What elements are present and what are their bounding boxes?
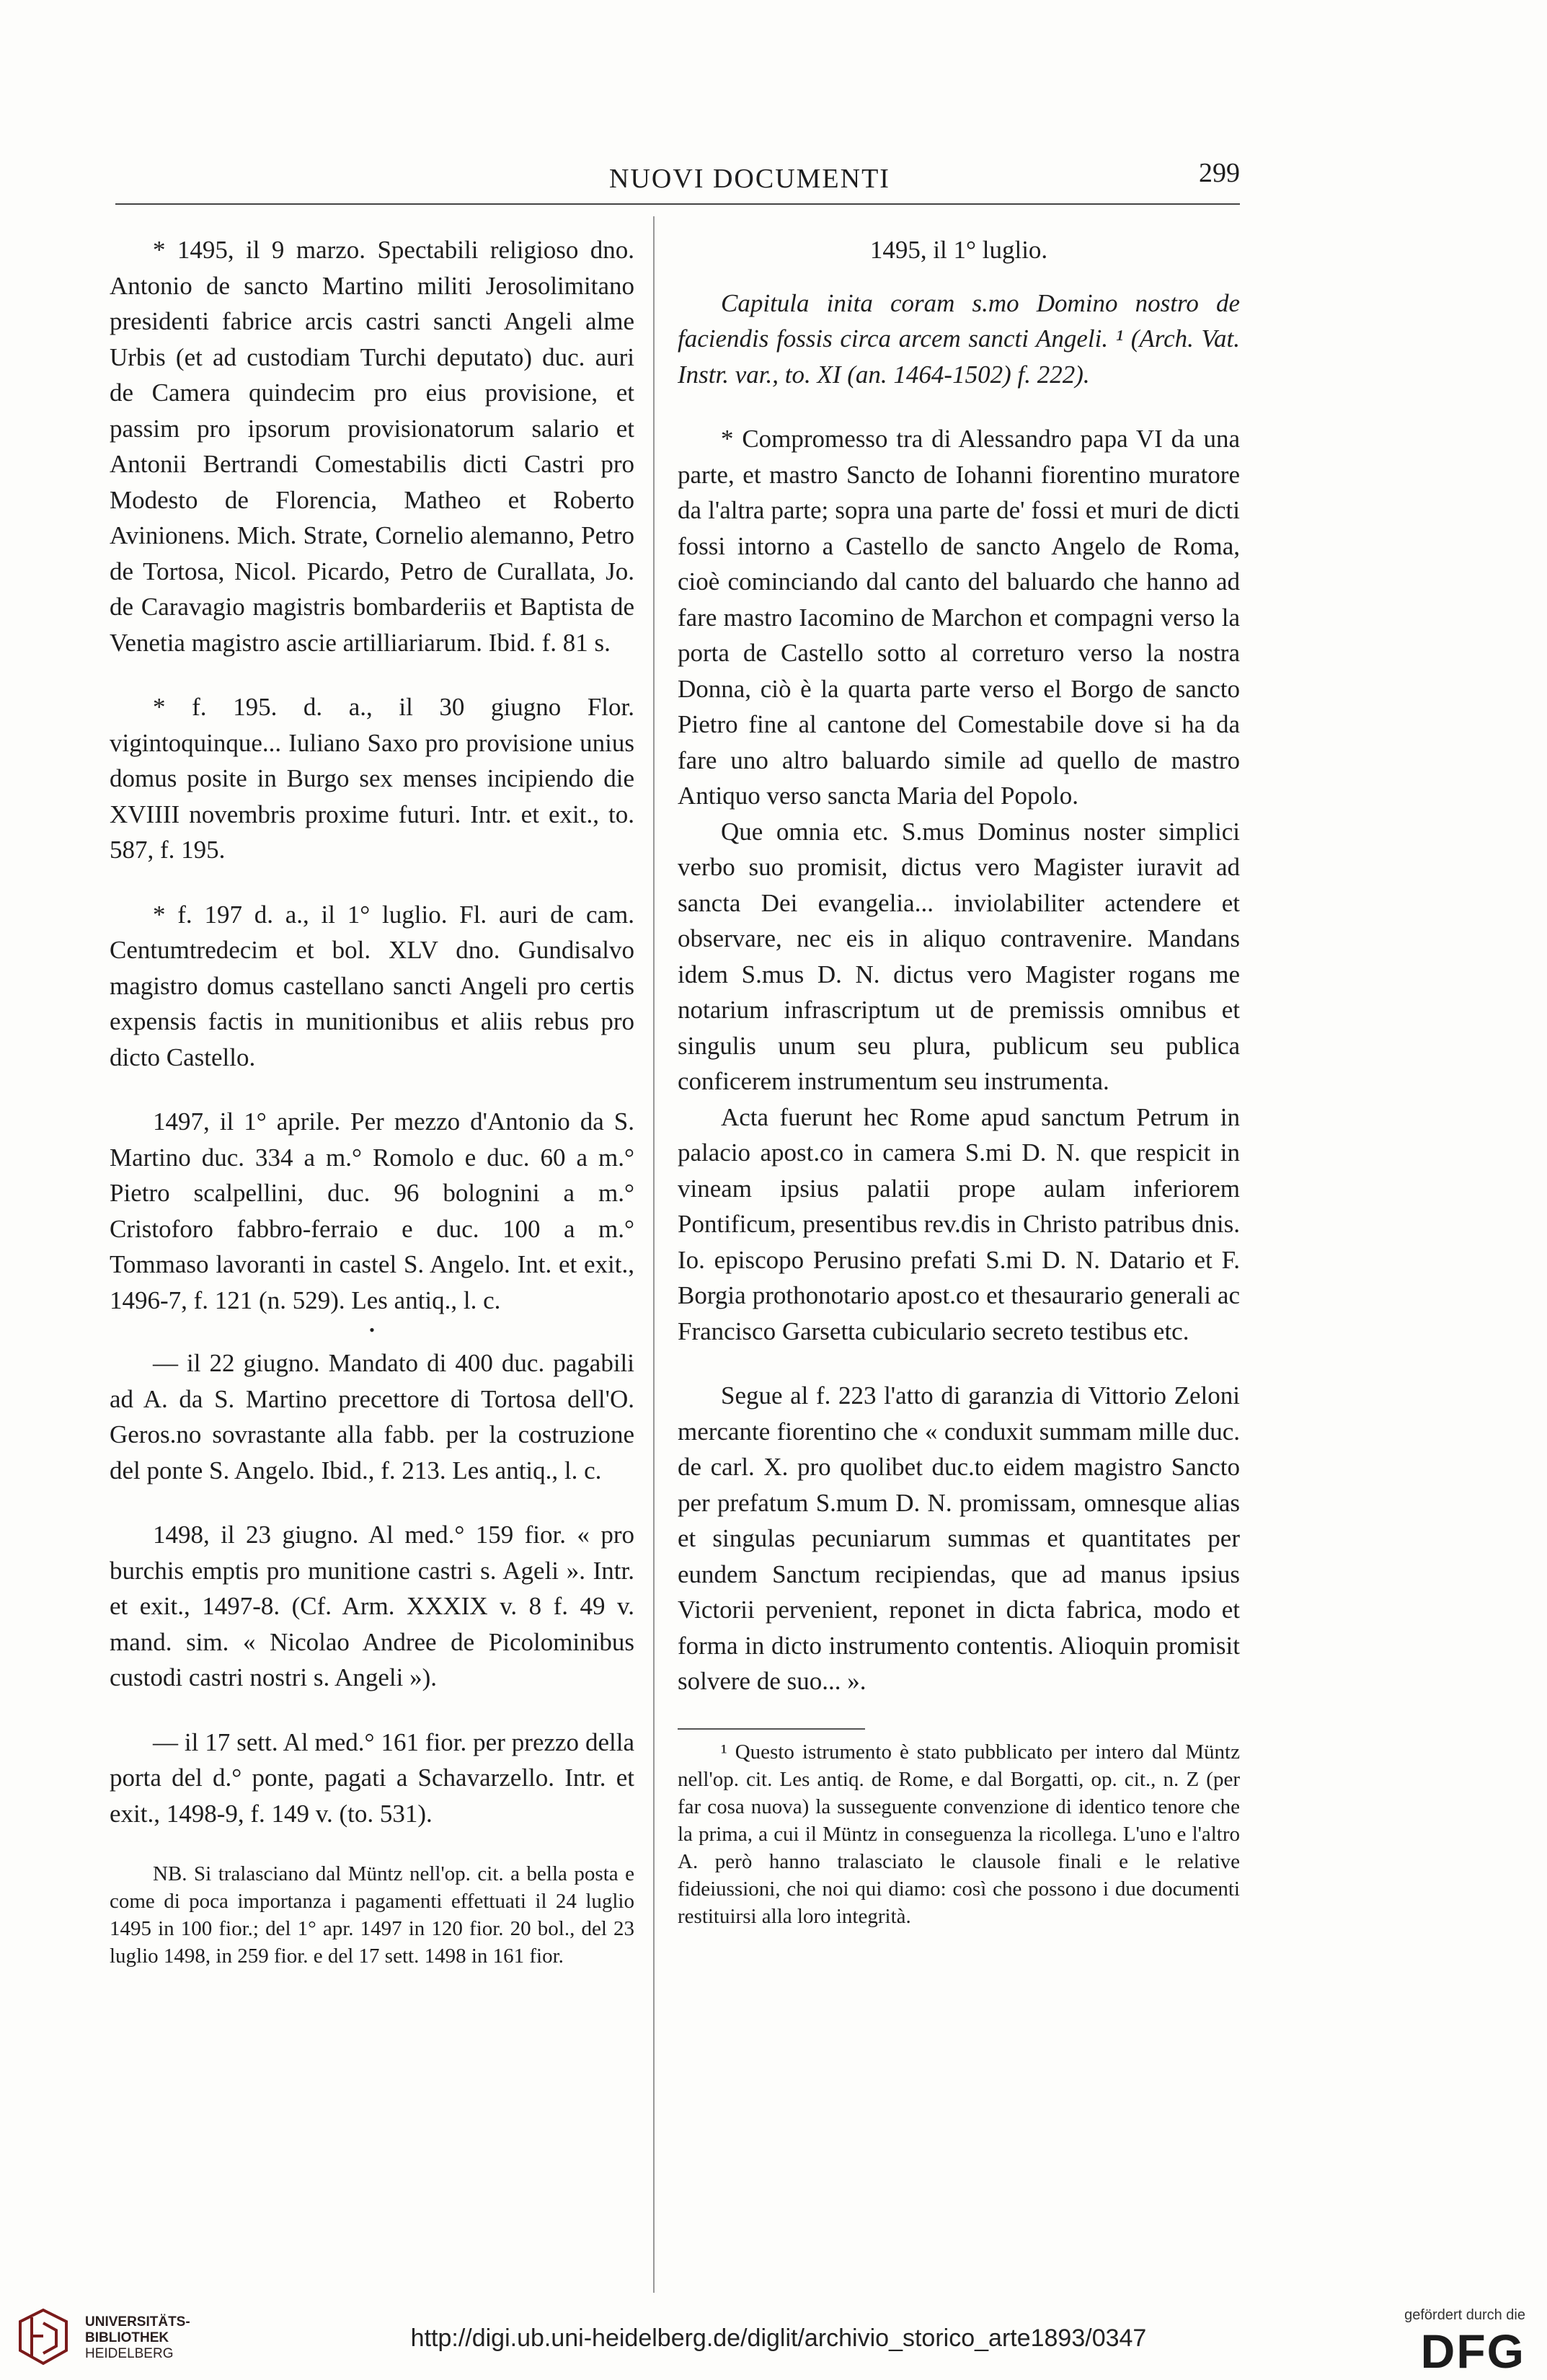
right-column <box>678 232 1240 1959</box>
entry-f197: * f. 197 d. a., il 1° luglio. Fl. auri de cam. Centumtredecim et bol. XLV dno. Gundisalvo magistro domus castellano sancti Angeli pro certis expensis factis in munitionibus et aliis rebus pro dicto Castello. <box>110 900 634 1071</box>
library-name: UNIVERSITÄTS- BIBLIOTHEK HEIDELBERG <box>85 2314 190 2361</box>
capitula-heading: Capitula inita coram s.mo Domino nostro de faciendis fossis circa arcem sancti Angeli. ¹ (Arch. Vat. Instr. var., to. XI (an. 1464-1502) f. 222). <box>678 288 1240 389</box>
column-divider <box>653 216 655 2293</box>
digitization-footer <box>0 2293 1547 2380</box>
entry-f195: * f. 195. d. a., il 30 giugno Flor. vigintoquinque... Iuliano Saxo pro provisione unius domus posite in Burgo sex menses incipiendo die XVIIII novembris proxime futuri. Intr. et exit., to. 587, f. 195. <box>110 693 634 864</box>
que-omnia-paragraph: Que omnia etc. S.mus Dominus noster simplici verbo suo promisit, dictus vero Magister iuravit ad sancta Dei evangelia... inviolabiliter actendere et observare, nec eis in aliquo contravenire. Mandans idem S.mus D. N. dictus vero Magister rogans me notarium infrascriptum ut de premissis omnibus et singulis unum seu plura, publicum seu publica conficerem instrumentum seu instrumenta. <box>678 817 1240 1095</box>
acta-paragraph: Acta fuerunt hec Rome apud sanctum Petrum in palacio apost.co in camera S.mi D. N. que respicit in vineam ipsius palatii prope aulam inferiorem Pontificum, presentibus rev.dis in Christo patribus dnis. Io. episcopo Perusino prefati S.mi D. N. Datario et F. Borgia prothonotario apost.co et thesaurario generali ac Francisco Garsetta cubiculario secreto testibus etc. <box>678 1102 1240 1345</box>
running-header: NUOVI DOCUMENTI <box>609 164 890 194</box>
date-heading: 1495, il 1° luglio. <box>869 236 1048 264</box>
header-rule <box>115 203 1240 205</box>
footnote-1: ¹ Questo istrumento è stato pubblicato per intero dal Müntz nell'op. cit. Les antiq. de Rome, e dal Borgatti, op. cit., n. Z (per far cosa nuova) la susseguente convenzione di identico tenore che la prima, a cui il Müntz in conseguenza la ricollega. L'uno e l'altro A. però hanno tralasciato le clausole finali e le relative fideiussioni, che noi qui diamo: così che possono i due documenti restituirsi alla loro integrità. <box>678 1740 1240 1928</box>
compromesso-paragraph: * Compromesso tra di Alessandro papa VI da una parte, et mastro Sancto de Iohanni fiorentino muratore da l'altra parte; sopra una parte de' fossi et muri de dicti fossi intorno a Castello de sancto Angelo de Roma, cioè cominciando dal canto del baluardo che hanno ad fare mastro Iacomino de Marchon et compagni verso la porta de Castello sotto al correturo verso la nostra Donna, ciò è la quarta parte verso el Borgo de sancto Pietro fine al cantone del Comestabile dove si ha da fare uno altro baluardo simile ad quello de mastro Antiquo verso sancta Maria del Popolo. <box>678 425 1240 810</box>
university-library-logo-icon <box>16 2307 71 2366</box>
segue-paragraph: Segue al f. 223 l'atto di garanzia di Vittorio Zeloni mercante fiorentino che « conduxit summam mille duc. de carl. X. pro quolibet duc.to eidem magistro Sancto per prefatum S.mum D. N. promissam, omnesque alias et singulas pecuniarum summas et quantitates per eundem Sanctum recipiendas, que ad manus ipsius Victorii pervenient, reponet in dicta fabrica, modo et forma in dicto instrumento contentis. Alioquin promisit solvere de suo... ». <box>678 1381 1240 1695</box>
entry-1498-giugno: 1498, il 23 giugno. Al med.° 159 fior. « pro burchis emptis pro munitione castri s. Ageli ». Intr. et exit., 1497-8. (Cf. Arm. XXXIX v. 8 f. 49 v. mand. sim. « Nicolao Andree de Picolominibus custodi castri nostri s. Angeli »). <box>110 1521 634 1691</box>
source-url-link[interactable]: http://digi.ub.uni-heidelberg.de/diglit/archivio_storico_arte1893/0347 <box>410 2324 1147 2352</box>
funding-label: gefördert durch die <box>1404 2307 1525 2323</box>
footnote-rule <box>678 1728 865 1730</box>
dfg-logo: DFG <box>1420 2324 1525 2378</box>
entry-22-giugno: — il 22 giugno. Mandato di 400 duc. pagabili ad A. da S. Martino precettore di Tortosa dell'O. Geros.no sovrastante alla fabb. per la costruzione del ponte S. Angelo. Ibid., f. 213. Les antiq., l. c. <box>110 1349 634 1485</box>
separator-dot: • <box>369 1321 375 1339</box>
page-number: 299 <box>1199 158 1240 188</box>
nb-note: NB. Si tralasciano dal Müntz nell'op. cit. a bella posta e come di poca importanza i pagamenti effettuati il 24 luglio 1495 in 100 fior.; del 1° apr. 1497 in 120 fior. 20 bol., del 23 luglio 1498, in 259 fior. e del 17 sett. 1498 in 161 fior. <box>110 1862 634 1968</box>
entry-1497-aprile: 1497, il 1° aprile. Per mezzo d'Antonio da S. Martino duc. 334 a m.° Romolo e duc. 60 a m.° Pietro scalpellini, duc. 96 bolognini a m.° Cristoforo fabbro-ferraio e duc. 100 a m.° Tommaso lavoranti in castel S. Angelo. Int. et exit., 1496-7, f. 121 (n. 529). Les antiq., l. c. <box>110 1107 634 1314</box>
left-column <box>110 232 634 1999</box>
entry-1495-marzo: * 1495, il 9 marzo. Spectabili religioso dno. Antonio de sancto Martino militi Jerosolimitano presidenti fabrice arcis castri sancti Angeli alme Urbis (et ad custodiam Turchi deputato) duc. auri de Camera quindecim pro eius provisione, et passim pro ipsorum provisionatorum salario et Antonii Bertrandi Comestabilis dicti Castri pro Modesto de Florencia, Matheo et Roberto Avinionens. Mich. Strate, Cornelio alemanno, Petro de Tortosa, Nicol. Picardo, Petro de Curallata, Jo. de Caravagio magistris bombarderiis et Baptista de Venetia magistro ascie artilliariarum. Ibid. f. 81 s. <box>110 236 634 657</box>
entry-17-sett: — il 17 sett. Al med.° 161 fior. per prezzo della porta del d.° ponte, pagati a Schavarzello. Intr. et exit., 1498-9, f. 149 v. (to. 531). <box>110 1728 634 1828</box>
